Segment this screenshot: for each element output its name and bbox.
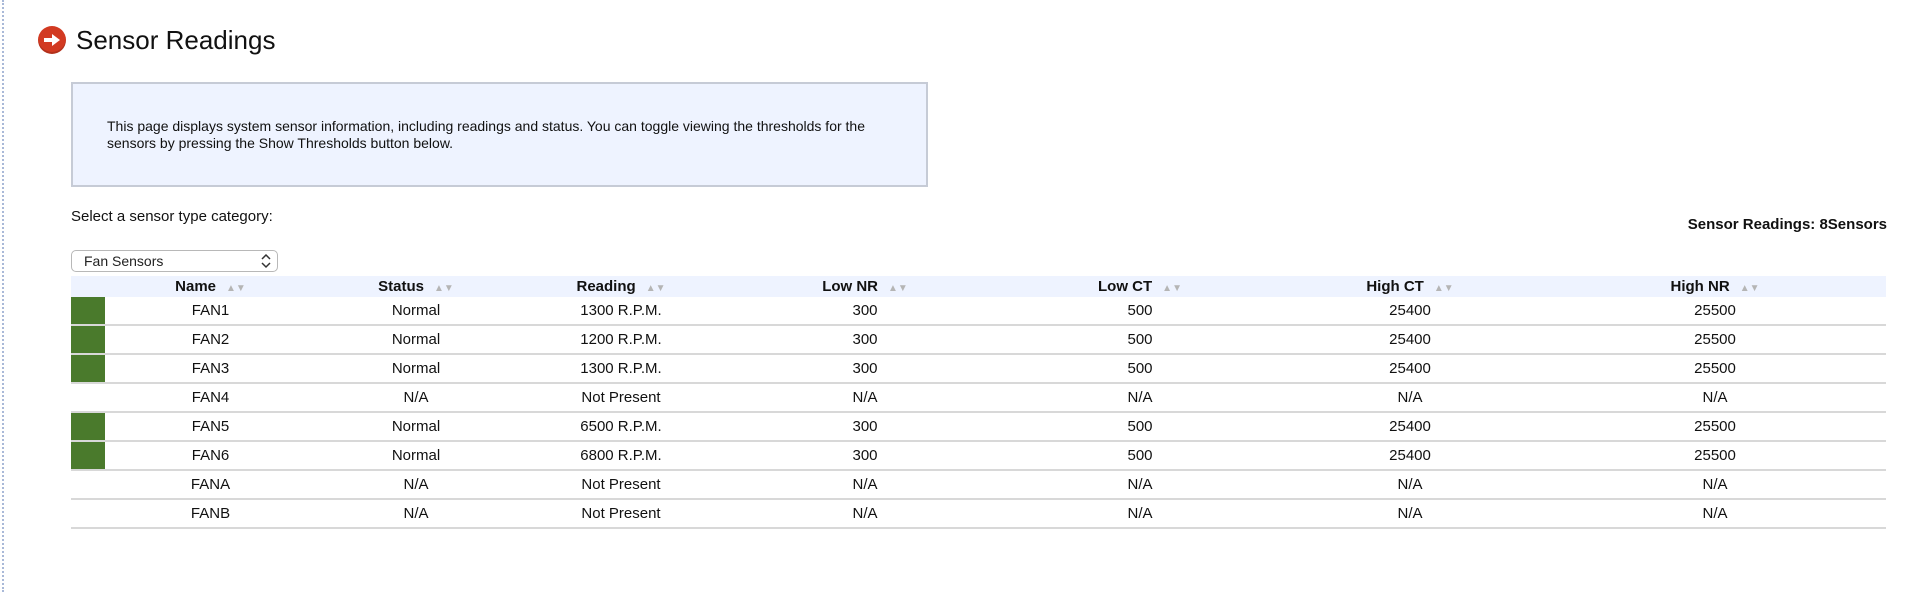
column-header[interactable]: Name ▲▼: [105, 276, 316, 297]
table-body: [71, 297, 1886, 528]
status-indicator-cell: [71, 354, 105, 383]
table-cell: FAN2: [105, 325, 316, 354]
table-cell: Normal: [316, 412, 516, 441]
table-cell: 300: [726, 412, 1004, 441]
table-cell: N/A: [1004, 499, 1276, 528]
page-description: This page displays system sensor information, including readings and status. You can toggle viewing the thresholds for the sensors by pressing the Show Thresholds button below.: [107, 118, 865, 151]
table-cell: Not Present: [516, 383, 726, 412]
status-indicator: [71, 297, 105, 324]
table-row: [71, 383, 1886, 412]
table-cell: 25500: [1544, 325, 1886, 354]
sensor-table: [71, 276, 1886, 529]
arrow-right-icon: [38, 26, 66, 54]
category-select[interactable]: [71, 250, 278, 272]
status-indicator-header: [71, 276, 105, 297]
info-box: [71, 82, 928, 187]
category-select-value: Fan Sensors: [84, 253, 164, 269]
table-cell: FAN4: [105, 383, 316, 412]
table-cell: 500: [1004, 297, 1276, 325]
column-header[interactable]: Reading ▲▼: [516, 276, 726, 297]
sort-icon[interactable]: ▲▼: [1739, 283, 1760, 294]
status-indicator: [71, 355, 105, 382]
column-header[interactable]: High NR ▲▼: [1544, 276, 1886, 297]
select-chevrons-icon: [261, 253, 271, 269]
table-cell: Normal: [316, 441, 516, 470]
table-cell: Not Present: [516, 499, 726, 528]
table-cell: 300: [726, 441, 1004, 470]
status-indicator: [71, 384, 105, 411]
table-cell: 25500: [1544, 412, 1886, 441]
table-cell: 25500: [1544, 297, 1886, 325]
sort-icon[interactable]: ▲▼: [226, 283, 246, 294]
table-cell: Not Present: [516, 470, 726, 499]
page-title: Sensor Readings: [76, 24, 276, 55]
table-row: [71, 499, 1886, 528]
table-cell: 300: [726, 354, 1004, 383]
table-cell: N/A: [726, 383, 1004, 412]
table-cell: FAN1: [105, 297, 316, 325]
table-cell: FAN6: [105, 441, 316, 470]
table-cell: FAN5: [105, 412, 316, 441]
table-cell: 300: [726, 325, 1004, 354]
table-cell: 25400: [1276, 412, 1544, 441]
table-cell: Normal: [316, 354, 516, 383]
sort-icon[interactable]: ▲▼: [434, 283, 454, 294]
column-header[interactable]: Status ▲▼: [316, 276, 516, 297]
status-indicator-cell: [71, 470, 105, 499]
table-cell: 25400: [1276, 325, 1544, 354]
table-header-row: [71, 276, 1886, 297]
sort-icon[interactable]: ▲▼: [645, 283, 666, 294]
sensor-count-label: Sensor Readings: 8Sensors: [1687, 216, 1887, 233]
page-left-border: [2, 0, 4, 592]
table-cell: 25500: [1544, 441, 1886, 470]
status-indicator-cell: [71, 499, 105, 528]
table-cell: N/A: [1004, 470, 1276, 499]
table-cell: N/A: [316, 499, 516, 528]
status-indicator: [71, 413, 105, 440]
table-cell: 500: [1004, 441, 1276, 470]
table-cell: 1300 R.P.M.: [516, 297, 726, 325]
table-cell: 25400: [1276, 441, 1544, 470]
status-indicator: [71, 500, 105, 527]
status-indicator-cell: [71, 412, 105, 441]
column-header[interactable]: Low CT ▲▼: [1004, 276, 1276, 297]
table-cell: N/A: [316, 383, 516, 412]
table-cell: N/A: [1276, 499, 1544, 528]
table-cell: N/A: [1544, 499, 1886, 528]
table-cell: 25400: [1276, 354, 1544, 383]
table-cell: N/A: [316, 470, 516, 499]
table-cell: Normal: [316, 325, 516, 354]
table-row: [71, 354, 1886, 383]
table-row: [71, 470, 1886, 499]
sort-icon[interactable]: ▲▼: [1162, 283, 1182, 294]
table-row: [71, 297, 1886, 325]
sort-icon[interactable]: ▲▼: [888, 283, 908, 294]
table-cell: N/A: [726, 470, 1004, 499]
table-row: [71, 412, 1886, 441]
status-indicator: [71, 326, 105, 353]
status-indicator-cell: [71, 325, 105, 354]
table-cell: 6800 R.P.M.: [516, 441, 726, 470]
table-cell: 25400: [1276, 297, 1544, 325]
table-cell: N/A: [1544, 383, 1886, 412]
table-cell: 25500: [1544, 354, 1886, 383]
status-indicator-cell: [71, 441, 105, 470]
table-cell: 300: [726, 297, 1004, 325]
table-row: [71, 325, 1886, 354]
column-header[interactable]: High CT ▲▼: [1276, 276, 1544, 297]
status-indicator: [71, 442, 105, 469]
table-row: [71, 441, 1886, 470]
sort-icon[interactable]: ▲▼: [1433, 283, 1454, 294]
page-header: [38, 22, 275, 58]
table-cell: 6500 R.P.M.: [516, 412, 726, 441]
table-cell: 500: [1004, 325, 1276, 354]
table-cell: Normal: [316, 297, 516, 325]
status-indicator: [71, 471, 105, 498]
table-cell: N/A: [1544, 470, 1886, 499]
table-cell: N/A: [1276, 383, 1544, 412]
table-cell: N/A: [726, 499, 1004, 528]
status-indicator-cell: [71, 383, 105, 412]
table-cell: FANB: [105, 499, 316, 528]
column-header[interactable]: Low NR ▲▼: [726, 276, 1004, 297]
table-cell: 500: [1004, 412, 1276, 441]
table-cell: FAN3: [105, 354, 316, 383]
status-indicator-cell: [71, 297, 105, 325]
category-select-label: Select a sensor type category:: [71, 208, 273, 225]
table-cell: 1300 R.P.M.: [516, 354, 726, 383]
table-cell: N/A: [1004, 383, 1276, 412]
table-cell: 500: [1004, 354, 1276, 383]
table-cell: N/A: [1276, 470, 1544, 499]
table-cell: 1200 R.P.M.: [516, 325, 726, 354]
table-cell: FANA: [105, 470, 316, 499]
